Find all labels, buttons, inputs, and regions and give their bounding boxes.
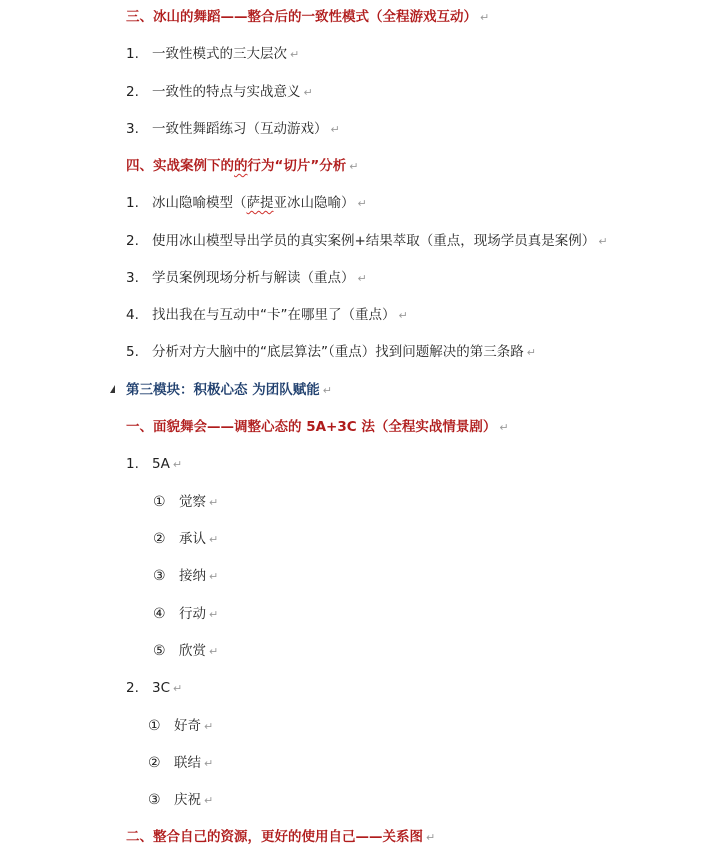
paragraph-mark-icon: ↵ bbox=[499, 421, 509, 434]
section-heading: 二、整合自己的资源，更好的使用自己——关系图 ↵ bbox=[126, 829, 436, 845]
list-item: 1. 5A ↵ bbox=[126, 456, 183, 472]
sub-list-item: ⑤ 欣赏 ↵ bbox=[153, 643, 219, 659]
section-heading: 三、冰山的舞蹈——整合后的一致性模式（全程游戏互动） ↵ bbox=[126, 9, 490, 25]
list-item: 3. 学员案例现场分析与解读（重点） ↵ bbox=[126, 270, 367, 286]
sub-list-item: ① 觉察 ↵ bbox=[153, 494, 219, 510]
paragraph-mark-icon: ↵ bbox=[322, 384, 332, 397]
list-item: 2. 3C ↵ bbox=[126, 680, 183, 696]
paragraph-mark-icon: ↵ bbox=[480, 11, 490, 24]
paragraph-mark-icon: ↵ bbox=[209, 533, 219, 546]
sub-list-item: ② 联结 ↵ bbox=[148, 755, 214, 771]
paragraph-mark-icon: ↵ bbox=[349, 160, 359, 173]
paragraph-mark-icon: ↵ bbox=[209, 570, 219, 583]
paragraph-mark-icon: ↵ bbox=[290, 48, 300, 61]
sub-list-item: ② 承认 ↵ bbox=[153, 531, 219, 547]
list-item: 4. 找出我在与互动中“卡”在哪里了（重点） ↵ bbox=[126, 307, 408, 323]
paragraph-mark-icon: ↵ bbox=[209, 608, 219, 621]
list-item: 3. 一致性舞蹈练习（互动游戏） ↵ bbox=[126, 121, 340, 137]
list-item: 5. 分析对方大脑中的“底层算法”（重点）找到问题解决的第三条路 ↵ bbox=[126, 344, 536, 360]
list-item: 1. 冰山隐喻模型（萨提亚冰山隐喻） ↵ bbox=[126, 195, 367, 211]
paragraph-mark-icon: ↵ bbox=[209, 496, 219, 509]
sub-list-item: ③ 接纳 ↵ bbox=[153, 568, 219, 584]
list-item: 1. 一致性模式的三大层次 ↵ bbox=[126, 46, 300, 62]
paragraph-mark-icon: ↵ bbox=[204, 757, 214, 770]
list-item: 2. 使用冰山模型导出学员的真实案例+结果萃取（重点，现场学员真是案例） ↵ bbox=[126, 233, 608, 249]
paragraph-mark-icon: ↵ bbox=[330, 123, 340, 136]
paragraph-mark-icon: ↵ bbox=[357, 272, 367, 285]
sub-list-item: ④ 行动 ↵ bbox=[153, 606, 219, 622]
paragraph-mark-icon: ↵ bbox=[204, 794, 214, 807]
paragraph-mark-icon: ↵ bbox=[357, 197, 367, 210]
spellcheck-mark: 的 bbox=[234, 158, 248, 174]
spellcheck-mark: 萨提 bbox=[246, 195, 274, 211]
paragraph-mark-icon: ↵ bbox=[426, 831, 436, 844]
section-heading: 四、实战案例下的的行为“切片”分析 ↵ bbox=[126, 158, 359, 174]
paragraph-mark-icon: ↵ bbox=[303, 86, 313, 99]
paragraph-mark-icon: ↵ bbox=[209, 645, 219, 658]
paragraph-mark-icon: ↵ bbox=[598, 235, 608, 248]
paragraph-mark-icon: ↵ bbox=[526, 346, 536, 359]
section-heading: 一、面貌舞会——调整心态的 5A+3C 法（全程实战情景剧） ↵ bbox=[126, 419, 509, 435]
module-heading: 第三模块：积极心态 为团队赋能 ↵ bbox=[126, 382, 332, 398]
paragraph-mark-icon: ↵ bbox=[398, 309, 408, 322]
collapse-triangle-icon[interactable] bbox=[110, 385, 115, 393]
paragraph-mark-icon: ↵ bbox=[173, 682, 183, 695]
list-item: 2. 一致性的特点与实战意义 ↵ bbox=[126, 84, 313, 100]
sub-list-item: ③ 庆祝 ↵ bbox=[148, 792, 214, 808]
paragraph-mark-icon: ↵ bbox=[204, 720, 214, 733]
paragraph-mark-icon: ↵ bbox=[172, 458, 183, 471]
sub-list-item: ① 好奇 ↵ bbox=[148, 718, 214, 734]
